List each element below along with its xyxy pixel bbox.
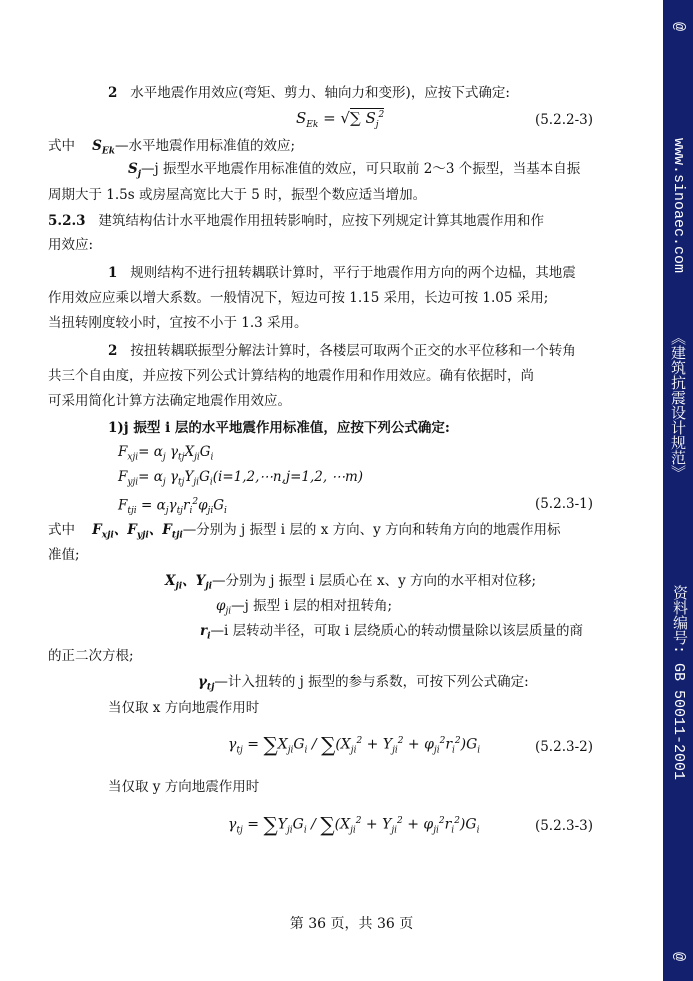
item-number: 2 [108,85,118,101]
sidebar-book-title: 《建筑抗震设计规范》 [669,330,687,480]
eq-number: (5.2.2-3) [534,112,593,128]
where-r: $r_i—i$ 层转动半径，可取 i 层绕质心的转动惯量除以该层质量的商 [200,623,584,642]
eq-number: (5.2.3-2) [534,739,593,755]
formula-sek: $S_{Ek}$ = √∑ $S_j^2$ [296,109,385,130]
sidebar-top-symbol: @ [670,22,687,32]
item-2b-cont2: 可采用简化计算方法确定地震作用效应。 [48,393,291,409]
item-2b-cont: 共三个自由度，并应按下列公式计算结构的地震作用和作用效应。确有依据时，尚 [48,368,534,384]
item-1-line: 1 规则结构不进行扭转耦联计算时，平行于地震作用方向的两个边榀，其地震 [108,265,576,281]
where-xy: $X_{ji}$、$Y_{ji}—$分别为 j 振型 i 层质心在 x、y 方向的水平相对位移; [165,573,537,592]
eq-number: (5.2.3-3) [534,818,593,834]
when-x: 当仅取 x 方向地震作用时 [108,700,260,716]
formula-ftji: $F_{tji} = \alpha_j\gamma_{tj}r_i^2\varphi_{ji}G_i$ [118,497,227,517]
where-phi: $\varphi_{ji}—j$ 振型 i 层的相对扭转角; [216,598,393,617]
sidebar [663,0,693,981]
where-f: 式中 $F_{xji}$、$F_{yji}$、$F_{tji}—$分别为 j 振型 i 层的 x 方向、y 方向和转角方向的地震作用标 [48,522,561,541]
sidebar-website[interactable]: www.sinoaec.com [670,138,687,274]
item-1-cont: 作用效应应乘以增大系数。一般情况下，短边可按 1.15 采用，长边可按 1.05 采用; [48,290,549,306]
where-sek: 式中 $S_{Ek}—$水平地震作用标准值的效应; [48,138,296,157]
when-y: 当仅取 y 方向地震作用时 [108,779,260,795]
formula-gamma-x: $\gamma_{tj} = \sum X_{ji}G_i / \sum(X_{ji}^2 + Y_{ji}^2 + \varphi_{ji}^2r_i^2)G_i$ [228,732,481,757]
section-cont: 用效应: [48,237,94,253]
where-sj-cont: 周期大于 1.5s 或房屋高宽比大于 5 时，振型个数应适当增加。 [48,187,427,203]
sidebar-bottom-symbol: @ [670,952,687,962]
item-text: 水平地震作用效应(弯矩、剪力、轴向力和变形)，应按下式确定: [130,85,510,101]
page-footer: 第 36 页，共 36 页 [289,916,414,932]
formula-fxji: $F_{xji}= \alpha_j$ $\gamma_{tj}X_{ji}G_i$ [118,444,214,463]
eq-number: (5.2.3-1) [534,496,593,512]
formula-gamma-y: $\gamma_{tj} = \sum Y_{ji}G_i / \sum(X_{ji}^2 + Y_{ji}^2 + \varphi_{ji}^2r_i^2)G_i$ [228,812,480,837]
item-1-cont2: 当扭转刚度较小时，宜按不小于 1.3 采用。 [48,315,308,331]
where-sj: $S_j—j$ 振型水平地震作用标准值的效应，可只取前 2～3 个振型，当基本自振 [128,161,581,180]
where-r-cont: 的正二次方根; [48,648,134,664]
item-2-line [108,84,510,102]
where-gamma: $\gamma_{tj}—$计入扭转的 j 振型的参与系数，可按下列公式确定: [198,674,529,693]
subitem-1: 1)j 振型 i 层的水平地震作用标准值，应按下列公式确定: [108,420,450,436]
item-2b-line: 2 按扭转耦联振型分解法计算时，各楼层可取两个正交的水平位移和一个转角 [108,343,576,359]
formula-fyji: $F_{yji}= \alpha_j$ $\gamma_{tj}Y_{ji}G_i(i=1,2,\cdots n,j=1,2$, ⋯m) [118,469,364,488]
section-5-2-3: 5.2.3 建筑结构估计水平地震作用扭转影响时，应按下列规定计算其地震作用和作 [48,213,544,229]
sidebar-doc-number: 资料编号: GB 50011-2001 [670,585,687,781]
where-f-cont: 准值; [48,547,80,563]
